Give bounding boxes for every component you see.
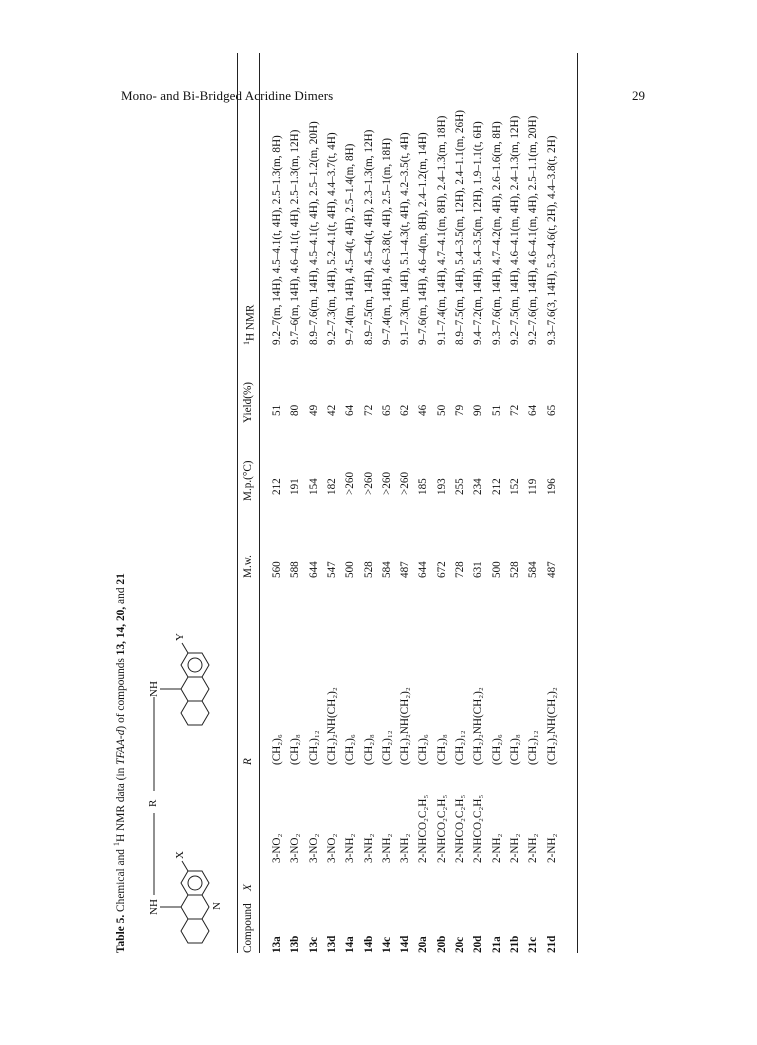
table-row (360, 53, 378, 953)
table-row (451, 53, 469, 953)
acridine-dimer-drawing (126, 433, 238, 953)
table-row (524, 53, 542, 953)
cell-yield: 65 (545, 404, 558, 416)
cell-mw: 547 (325, 561, 338, 578)
cell-x: 3-NO₂ (289, 833, 302, 863)
cell-mp: 212 (490, 478, 503, 495)
cell-compound: 21b (508, 935, 521, 953)
cell-mw: 500 (490, 561, 503, 578)
cell-x: 2-NHCO₂C₂H₅ (417, 794, 430, 863)
cell-x: 3-NO₂ (325, 833, 338, 863)
table-row (396, 53, 414, 953)
cell-mp: 255 (454, 478, 466, 495)
cell-compound: 21a (490, 936, 503, 953)
table-row (305, 53, 323, 953)
cell-r: (CH₂)₂NH(CH₂)₂ (472, 687, 485, 765)
left-ring-c (181, 871, 209, 895)
caption-middle: H NMR data (in (114, 767, 127, 843)
cell-yield: 72 (362, 404, 375, 416)
cell-x: 3-NH₂ (399, 833, 412, 863)
cell-r: (CH₂)₁₂ (527, 730, 540, 765)
cell-yield: 51 (271, 404, 283, 416)
cell-x: 2-NH₂ (508, 833, 521, 863)
cell-mw: 588 (289, 561, 302, 578)
cell-nmr: 9.4–7.2(m, 14H), 5.4–3.5(m, 12H), 1.9–1.1(t, 6H) (472, 121, 485, 345)
cell-mp: 152 (508, 478, 521, 495)
caption-suffix: ) of compounds (114, 658, 127, 730)
cell-x: 2-NH₂ (527, 833, 540, 863)
cell-yield: 64 (527, 404, 540, 416)
cell-compound: 20b (435, 935, 448, 953)
cell-mp: 191 (289, 478, 302, 495)
cell-yield: 49 (307, 404, 320, 416)
cell-yield: 79 (454, 404, 466, 416)
left-ring-c-arc (188, 876, 202, 890)
table-caption (112, 573, 127, 953)
cell-mp: 119 (527, 478, 540, 495)
cell-mp: >260 (399, 471, 412, 495)
cell-mw: 528 (362, 561, 375, 578)
cell-mp: 212 (271, 478, 283, 495)
cell-r: (CH₂)₁₂ (454, 730, 466, 765)
table-rule-bottom (577, 53, 578, 953)
cell-mw: 584 (380, 561, 393, 578)
cell-mp: >260 (380, 471, 393, 495)
column-header-nmr (242, 305, 257, 345)
right-ring-b (181, 677, 209, 701)
column-header-mw: M.w. (242, 555, 254, 578)
cell-mw: 584 (527, 561, 540, 578)
cell-x: 2-NHCO₂C₂H₅ (454, 794, 466, 863)
cell-mp: 154 (307, 478, 320, 495)
cell-r: (CH₂)₆ (417, 734, 430, 765)
y-bond (182, 643, 188, 653)
cell-r: (CH₂)₈ (508, 734, 521, 765)
left-ring-b (181, 895, 209, 919)
column-header-yield: Yield(%) (242, 381, 254, 423)
cell-r: (CH₂)₂NH(CH₂)₂ (545, 687, 558, 765)
cell-r: (CH₂)₆ (271, 734, 283, 765)
cell-yield: 65 (380, 404, 393, 416)
cell-x: 2-NH₂ (545, 833, 558, 863)
cell-compound: 13c (307, 936, 320, 953)
x-bond (182, 861, 188, 871)
cell-mw: 631 (472, 561, 485, 578)
table-row (506, 53, 524, 953)
caption-compounds: 13, 14, 20, (114, 606, 127, 656)
cell-r: (CH₂)₁₂ (307, 730, 320, 765)
cell-mw: 487 (545, 561, 558, 578)
cell-r: (CH₂)₆ (344, 734, 357, 765)
cell-mw: 644 (307, 561, 320, 578)
cell-mw: 528 (508, 561, 521, 578)
cell-yield: 50 (435, 404, 448, 416)
table-row (469, 53, 487, 953)
cell-mw: 728 (454, 561, 466, 578)
cell-x: 3-NO₂ (271, 833, 283, 863)
cell-nmr: 9.3–7.6(m, 14H), 4.7–4.2(m, 4H), 2.6–1.6(m, 8H) (490, 121, 503, 345)
cell-mp: 234 (472, 478, 485, 495)
cell-x: 3-NH₂ (344, 833, 357, 863)
cell-mw: 672 (435, 561, 448, 578)
right-ring-c-arc (188, 658, 202, 672)
cell-x: 2-NHCO₂C₂H₅ (472, 794, 485, 863)
caption-last: 21 (114, 573, 127, 585)
cell-compound: 21c (527, 936, 540, 953)
cell-mp: >260 (344, 471, 357, 495)
cell-nmr: 9–7.4(m, 14H), 4.5–4(t, 4H), 2.5–1.4(m, 8H) (344, 143, 357, 345)
cell-r: (CH₂)₂NH(CH₂)₂ (325, 687, 338, 765)
cell-mw: 487 (399, 561, 412, 578)
cell-yield: 42 (325, 404, 338, 416)
cell-x: 3-NH₂ (380, 833, 393, 863)
cell-nmr: 9.2–7.5(m, 14H), 4.6–4.1(m, 4H), 2.4–1.3(m, 12H) (508, 115, 521, 345)
rotated-table-block (112, 53, 578, 953)
cell-yield: 51 (490, 404, 503, 416)
left-ring-a (181, 919, 209, 943)
cell-compound: 14a (344, 936, 357, 953)
cell-nmr: 8.9–7.5(m, 14H), 5.4–3.5(m, 12H), 2.4–1.1(m, 26H) (454, 110, 466, 345)
cell-mp: 193 (435, 478, 448, 495)
cell-r: (CH₂)₈ (289, 734, 302, 765)
cell-mp: >260 (362, 471, 375, 495)
table-row (323, 53, 341, 953)
cell-nmr: 9–7.4(m, 14H), 4.6–3.8(t, 4H), 2.5–1(m, 18H) (380, 138, 393, 345)
cell-yield: 72 (508, 404, 521, 416)
cell-nmr: 9.2–7.6(m, 14H), 4.6–4.1(m, 4H), 2.5–1.1(m, 20H) (527, 115, 540, 345)
cell-x: 3-NH₂ (362, 833, 375, 863)
cell-compound: 20d (472, 935, 485, 953)
cell-x: 2-NHCO₂C₂H₅ (435, 794, 448, 863)
cell-nmr: 9.1–7.3(m, 14H), 5.1–4.3(t, 4H), 4.2–3.5(t, 4H) (399, 132, 412, 345)
table-row (378, 53, 396, 953)
cell-compound: 14c (380, 936, 393, 953)
column-header-compound: Compound (242, 903, 254, 953)
cell-nmr: 9.1–7.4(m, 14H), 4.7–4.1(m, 8H), 2.4–1.3(m, 18H) (435, 115, 448, 345)
cell-r: (CH₂)₈ (435, 734, 448, 765)
bis-acridine-structure (126, 433, 238, 953)
cell-compound: 13a (271, 936, 283, 953)
caption-solvent: TFAA-d (114, 729, 127, 765)
cell-compound: 20a (417, 936, 430, 953)
right-nh-label: NH (148, 681, 160, 697)
running-head-title: Mono- and Bi-Bridged Acridine Dimers (121, 88, 334, 103)
cell-yield: 62 (399, 404, 412, 416)
table-rule-header (259, 53, 260, 953)
cell-nmr: 8.9–7.5(m, 14H), 4.5–4(t, 4H), 2.3–1.3(m, 12H) (362, 129, 375, 345)
cell-x: 2-NH₂ (490, 833, 503, 863)
cell-nmr: 9.3–7.6(3, 14H), 5.3–4.6(t, 2H), 4.4–3.8(t, 2H) (545, 135, 558, 345)
cell-yield: 80 (289, 404, 302, 416)
table-row (433, 53, 451, 953)
column-header-r: R (242, 758, 254, 765)
x-substituent-label: X (174, 851, 186, 859)
cell-r: (CH₂)₁₂ (380, 730, 393, 765)
caption-and: and (114, 587, 127, 604)
cell-mw: 500 (344, 561, 357, 578)
cell-nmr: 9–7.6(m, 14H), 4.6–4(m, 8H), 2.4–1.2(m, 14H) (417, 132, 430, 345)
right-ring-a (181, 701, 209, 725)
table-rule-top (237, 53, 238, 953)
cell-yield: 46 (417, 404, 430, 416)
cell-compound: 14b (362, 935, 375, 953)
page-number: 29 (632, 88, 645, 103)
left-nh-label: NH (148, 899, 160, 915)
nmr-header-label: H NMR (244, 304, 257, 341)
cell-yield: 64 (344, 404, 357, 416)
cell-mp: 196 (545, 478, 558, 495)
column-header-mp: M.p.(°C) (242, 460, 254, 501)
table-caption-label: Table 5. (114, 914, 127, 953)
cell-yield: 90 (472, 404, 485, 416)
nmr-header-sup: 1 (242, 340, 251, 345)
cell-r: (CH₂)₈ (362, 734, 375, 765)
right-ring-c (181, 653, 209, 677)
cell-mw: 560 (271, 561, 283, 578)
table-row (488, 53, 506, 953)
caption-sup: 1 (112, 842, 121, 847)
table-row (414, 53, 432, 953)
cell-mp: 185 (417, 478, 430, 495)
cell-x: 3-NO₂ (307, 833, 320, 863)
column-header-x: X (242, 884, 254, 891)
bridge-r-label: R (147, 799, 159, 807)
cell-r: (CH₂)₂NH(CH₂)₂ (399, 687, 412, 765)
table-row (543, 53, 561, 953)
cell-compound: 13b (289, 935, 302, 953)
cell-nmr: 9.7–6(m, 14H), 4.6–4.1(t, 4H), 2.5–1.3(m, 12H) (289, 129, 302, 345)
y-substituent-label: Y (174, 633, 186, 641)
cell-compound: 21d (545, 935, 558, 953)
ring-nitrogen-label: N (211, 902, 223, 910)
table-row (268, 53, 286, 953)
table-row (341, 53, 359, 953)
cell-mp: 182 (325, 478, 338, 495)
cell-r: (CH₂)₆ (490, 734, 503, 765)
cell-mw: 644 (417, 561, 430, 578)
caption-prefix: Chemical and (114, 848, 127, 912)
cell-nmr: 8.9–7.6(m, 14H), 4.5–4.1(t, 4H), 2.5–1.2(m, 20H) (307, 121, 320, 345)
cell-nmr: 9.2–7.3(m, 14H), 5.2–4.1(t, 4H), 4.4–3.7(t, 4H) (325, 132, 338, 345)
table-row (286, 53, 304, 953)
cell-compound: 20c (454, 936, 466, 953)
cell-compound: 13d (325, 935, 338, 953)
cell-compound: 14d (399, 935, 412, 953)
cell-nmr: 9.2–7(m, 14H), 4.5–4.1(t, 4H), 2.5–1.3(m, 8H) (271, 135, 283, 345)
